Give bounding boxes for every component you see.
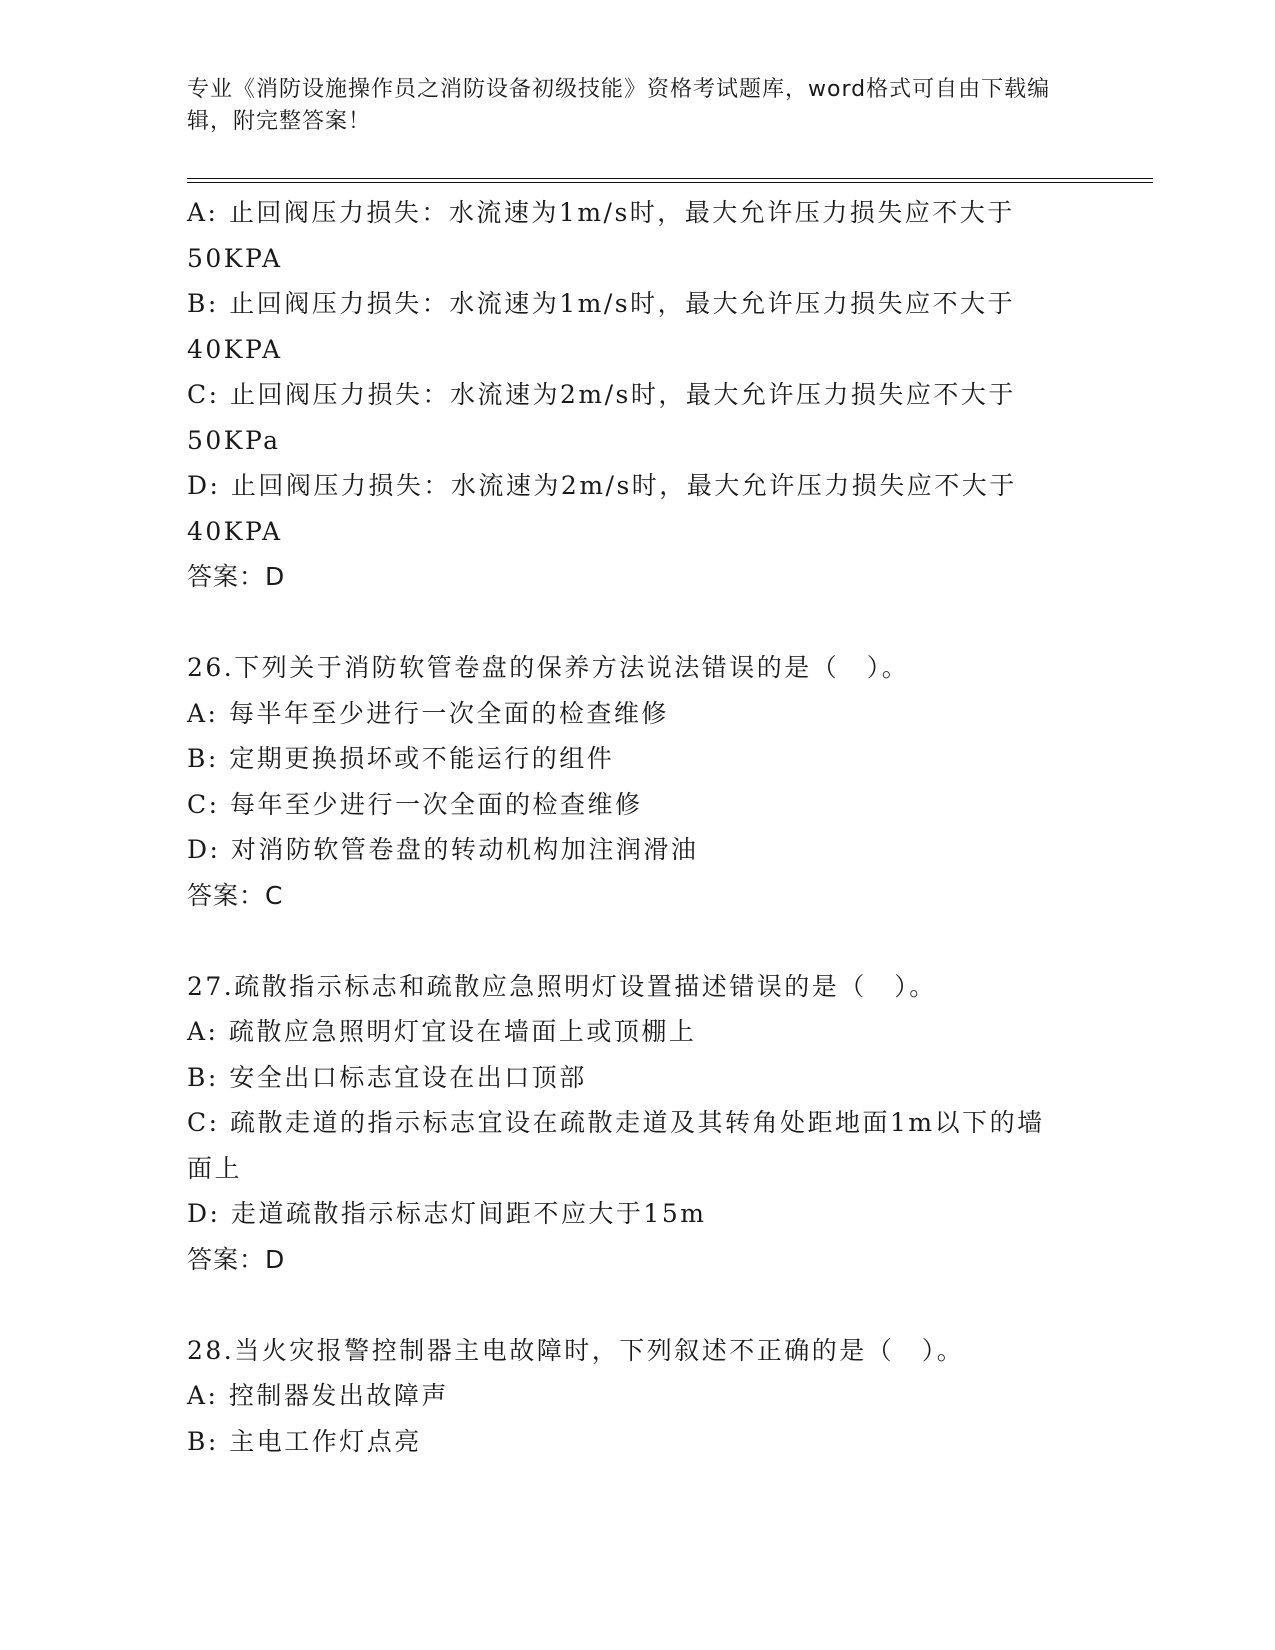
answer-line: 答案：D <box>187 562 286 591</box>
document-header: 专业《消防设施操作员之消防设备初级技能》资格考试题库，word格式可自由下载编辑，附完整答案！ <box>187 77 1051 134</box>
question-stem: 27.疏散指示标志和疏散应急照明灯设置描述错误的是（ ）。 <box>187 971 937 1001</box>
option-b: B: 安全出口标志宜设在出口顶部 <box>187 1062 587 1092</box>
spacer <box>187 1282 1067 1328</box>
option-c: C: 每年至少进行一次全面的检查维修 <box>187 789 643 819</box>
option-d: D: 止回阀压力损失：水流速为2m/s时，最大允许压力损失应不大于40KPA <box>187 471 1017 546</box>
question-block <box>187 1328 1067 1465</box>
option-b: B: 主电工作灯点亮 <box>187 1426 422 1456</box>
option-a: A: 止回阀压力损失：水流速为1m/s时，最大允许压力损失应不大于50KPA <box>187 198 1015 273</box>
option-a: A: 每半年至少进行一次全面的检查维修 <box>187 698 669 728</box>
option-a: A: 疏散应急照明灯宜设在墙面上或顶棚上 <box>187 1017 697 1046</box>
header-rule-top <box>187 178 1153 179</box>
option-a: A: 控制器发出故障声 <box>187 1381 449 1410</box>
question-stem: 26.下列关于消防软管卷盘的保养方法说法错误的是（ ）。 <box>187 653 910 682</box>
answer-line: 答案：D <box>187 1244 286 1274</box>
option-d: D: 走道疏散指示标志灯间距不应大于15m <box>187 1199 707 1228</box>
question-block <box>187 190 1067 600</box>
answer-line: 答案：C <box>187 880 284 910</box>
option-c: C: 止回阀压力损失：水流速为2m/s时，最大允许压力损失应不大于50KPa <box>187 380 1016 455</box>
question-block <box>187 964 1067 1283</box>
spacer <box>187 918 1067 964</box>
option-c: C: 疏散走道的指示标志宜设在疏散走道及其转角处距地面1m以下的墙面上 <box>187 1108 1045 1183</box>
option-b: B: 定期更换损坏或不能运行的组件 <box>187 744 615 773</box>
question-block <box>187 645 1067 918</box>
header-rule-bottom <box>187 182 1153 183</box>
option-d: D: 对消防软管卷盘的转动机构加注润滑油 <box>187 835 699 864</box>
option-b: B: 止回阀压力损失：水流速为1m/s时，最大允许压力损失应不大于40KPA <box>187 289 1016 364</box>
spacer <box>187 600 1067 646</box>
question-stem: 28.当火灾报警控制器主电故障时，下列叙述不正确的是（ ）。 <box>187 1335 965 1365</box>
question-list <box>187 190 1067 1464</box>
